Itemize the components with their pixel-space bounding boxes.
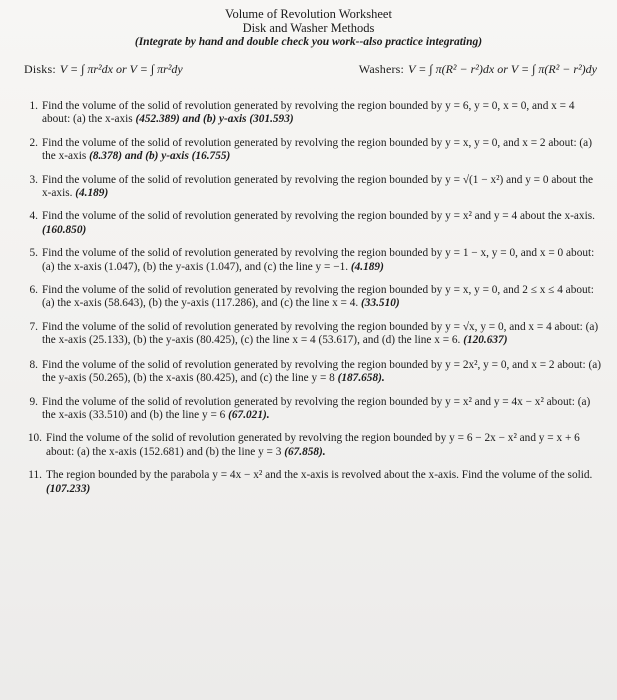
problem-answer: (107.233) xyxy=(46,482,91,495)
problem-question: Find the volume of the solid of revolution generated by revolving the region bounded by y = 1 − x, y = 0, and x = 0 about: (a) the x-axis (1.047), (b) the y-axis (1.047), and (c) the line y = −1. xyxy=(42,247,595,273)
problem-text xyxy=(42,174,603,201)
formula-row xyxy=(24,56,597,82)
problem-item xyxy=(22,432,603,459)
problem-item xyxy=(22,100,603,127)
washer-formula xyxy=(359,62,597,77)
problem-text xyxy=(42,321,603,348)
problem-question: Find the volume of the solid of revolution generated by revolving the region bounded by y = 6, y = 0, x = 0, and x = 4 about: (a) the x-axis xyxy=(42,100,575,126)
problem-answer: (67.021). xyxy=(228,408,270,421)
problem-list xyxy=(0,100,617,496)
washers-label: Washers: xyxy=(358,61,405,76)
disks-label: Disks: xyxy=(24,61,56,76)
problem-text xyxy=(46,469,603,496)
problem-number: 8. xyxy=(29,358,38,371)
problem-number: 6. xyxy=(29,284,38,297)
problem-number: 2. xyxy=(29,136,38,149)
disks-formula-text: V = ∫ πr²dx or V = ∫ πr²dy xyxy=(59,61,183,76)
worksheet-header xyxy=(0,0,617,50)
problem-item xyxy=(22,174,603,201)
problem-item xyxy=(22,469,603,496)
problem-item xyxy=(22,137,603,164)
problem-number: 10. xyxy=(27,432,42,445)
problem-number: 11. xyxy=(28,469,42,482)
problem-text xyxy=(42,137,603,164)
problem-number: 5. xyxy=(29,247,38,260)
problem-answer: (33.510) xyxy=(361,297,400,310)
problem-question: Find the volume of the solid of revolution generated by revolving the region bounded by y = √(1 − x²) and y = 0 about the x-axis. xyxy=(42,173,594,200)
problem-question: Find the volume of the solid of revolution generated by revolving the region bounded by y = 2x², y = 0, and x = 2 about: (a) the y-axis (50.265), (b) the x-axis (80.425), and (c) the line y = 8 xyxy=(42,358,601,385)
problem-answer: (8.378) and (b) y-axis (16.755) xyxy=(89,150,231,163)
problem-text xyxy=(42,247,603,274)
problem-item xyxy=(22,247,603,274)
problem-answer: (120.637) xyxy=(463,334,508,347)
problem-answer: (4.189) xyxy=(75,187,109,200)
worksheet-subtitle: Disk and Washer Methods xyxy=(242,21,375,35)
problem-number: 9. xyxy=(29,395,38,408)
problem-item xyxy=(22,359,603,386)
problem-item xyxy=(22,210,603,237)
problem-text xyxy=(42,396,603,423)
problem-answer: (187.658). xyxy=(337,372,385,385)
worksheet-title: Volume of Revolution Worksheet xyxy=(225,7,392,21)
problem-number: 1. xyxy=(29,100,38,112)
washers-formula-text: V = ∫ π(R² − r²)dx or V = ∫ π(R² − r²)dy xyxy=(408,61,597,76)
problem-number: 7. xyxy=(29,320,38,333)
problem-answer: (452.389) and (b) y-axis (301.593) xyxy=(135,113,294,126)
worksheet-instructions: (Integrate by hand and double check you work--also practice integrating) xyxy=(134,36,483,48)
problem-question: Find the volume of the solid of revolution generated by revolving the region bounded by y = x, y = 0, and 2 ≤ x ≤ 4 about: (a) the x-axis (58.643), (b) the y-axis (117.286), and (c) the line x = 4. xyxy=(42,284,594,310)
problem-number: 3. xyxy=(29,173,38,186)
problem-question: Find the volume of the solid of revolution generated by revolving the region bounded by y = x² and y = 4x − x² about: (a) the x-axis (33.510) and (b) the line y = 6 xyxy=(42,395,591,421)
problem-question: Find the volume of the solid of revolution generated by revolving the region bounded by y = √x, y = 0, and x = 4 about: (a) the x-axis (25.133), (b) the y-axis (80.425), (c) the line x = 4 (53.617), and (d) the line x = 6. xyxy=(42,320,599,347)
problem-text xyxy=(42,210,603,237)
problem-question: The region bounded by the parabola y = 4x − x² and the x-axis is revolved about the x-axis. Find the volume of the solid. xyxy=(46,469,593,482)
problem-item xyxy=(22,284,603,311)
problem-number: 4. xyxy=(29,210,38,223)
problem-text xyxy=(42,284,603,311)
problem-answer: (4.189) xyxy=(350,260,384,273)
problem-answer: (160.850) xyxy=(42,223,87,236)
problem-text xyxy=(42,100,603,127)
problem-question: Find the volume of the solid of revolution generated by revolving the region bounded by y = x, y = 0, and x = 2 about: (a) the x-axis xyxy=(42,136,592,163)
problem-text xyxy=(46,432,603,459)
problem-question: Find the volume of the solid of revolution generated by revolving the region bounded by y = 6 − 2x − x² and y = x + 6 about: (a) the x-axis (152.681) and (b) the line y = 3 xyxy=(46,432,580,458)
disk-formula xyxy=(24,62,183,77)
problem-item xyxy=(22,321,603,348)
problem-question: Find the volume of the solid of revolution generated by revolving the region bounded by y = x² and y = 4 about the x-axis. xyxy=(42,210,595,223)
problem-item xyxy=(22,396,603,423)
problem-text xyxy=(42,359,603,386)
problem-answer: (67.858). xyxy=(284,445,326,458)
